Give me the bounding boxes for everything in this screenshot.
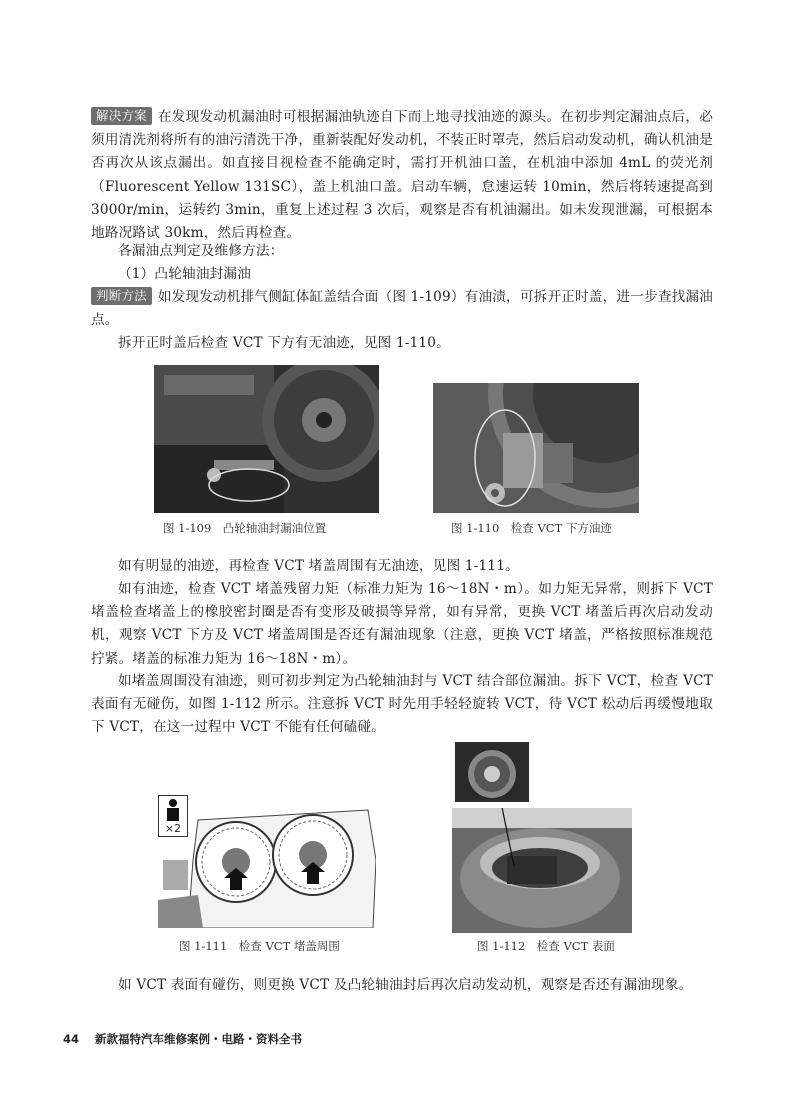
solution-text: 在发现发动机漏油时可根据漏油轨迹自下而上地寻找油迹的源头。在初步判定漏油点后，必须用清洗剂将所有的油污清洗干净，重新装配好发动机，不装正时罩壳，然后启动发动机，确认机油是否再次从该点漏出。如直接目视检查不能确定时，需打开机油口盖，在机油中添加 4mL 的荧光剂（Fluorescent Yellow 131SC），盖上机油口盖。启动车辆，怠速运转 10min，然后将转速提高到 3000r/min，运转约 3min，重复上述过程 3 次后，观察是否有机油漏出。如未发现泄漏，可根据本地路况路试 30km，然后再检查。 [91,109,713,242]
remove-cover-line: 拆开正时盖后检查 VCT 下方有无油迹，见图 1-110。 [118,335,450,351]
obvious-oil-paragraph: 如有明显的油迹，再检查 VCT 堵盖周围有无油迹，见图 1-111。 [118,558,519,574]
caption-1-110: 图 1-110 检查 VCT 下方油迹 [451,521,612,535]
vct-surface-photo [452,808,632,933]
judgment-paragraph [91,286,713,332]
solution-paragraph [91,106,713,245]
caption-1-111: 图 1-111 检查 VCT 堵盖周围 [179,939,340,953]
solution-tag: 解决方案 [91,107,152,125]
caption-1-112: 图 1-112 检查 VCT 表面 [477,939,615,953]
engine-photo-1 [154,365,379,513]
figure-1-109 [154,365,379,513]
repair-methods-line: 各漏油点判定及维修方法： [118,243,284,259]
final-paragraph: 如 VCT 表面有碰伤，则更换 VCT 及凸轮轴油封后再次启动发动机，观察是否还有漏油现象。 [118,977,693,993]
figure-1-110 [433,383,639,513]
figure-1-111 [158,800,376,928]
figure-1-112 [452,808,632,933]
page-footer [63,1031,302,1047]
caption-1-109: 图 1-109 凸轮轴油封漏油位置 [163,521,327,535]
vct-cap-diagram [158,800,376,928]
no-oil-paragraph: 如堵盖周围没有油迹，则可初步判定为凸轮轴油封与 VCT 结合部位漏油。拆下 VCT，检查 VCT 表面有无碰伤，如图 1-112 所示。注意拆 VCT 时先用手轻轻旋转 VCT，待 VCT 松动后再缓慢地取下 VCT，在这一过程中 VCT 不能有任何磕碰。 [91,673,713,736]
icon-multiplier: ×2 [164,822,182,835]
book-title: 新款福特汽车维修案例・电路・资料全书 [95,1032,303,1046]
judgment-text: 如发现发动机排气侧缸体缸盖结合面（图 1-109）有油渍，可拆开正时盖，进一步查找漏油点。 [91,289,713,329]
oil-trace-paragraph: 如有油迹，检查 VCT 堵盖残留力矩（标准力矩为 16～18N・m）。如力矩无异常，则拆下 VCT 堵盖检查堵盖上的橡胶密封圈是否有变形及破损等异常，如有异常，更换 VCT 堵盖后再次启动发动机，观察 VCT 下方及 VCT 堵盖周围是否还有漏油现象（注意，更换 VCT 堵盖，严格按照标准规范拧紧。堵盖的标准力矩为 16～18N・m）。 [91,581,713,667]
figure-1-112-inset [455,742,529,802]
page-number: 44 [63,1032,80,1046]
vct-underside-photo [433,383,639,513]
vct-gear-photo [455,742,529,802]
judgment-tag: 判断方法 [91,287,152,305]
item1-heading: （1）凸轮轴油封漏油 [118,266,251,282]
